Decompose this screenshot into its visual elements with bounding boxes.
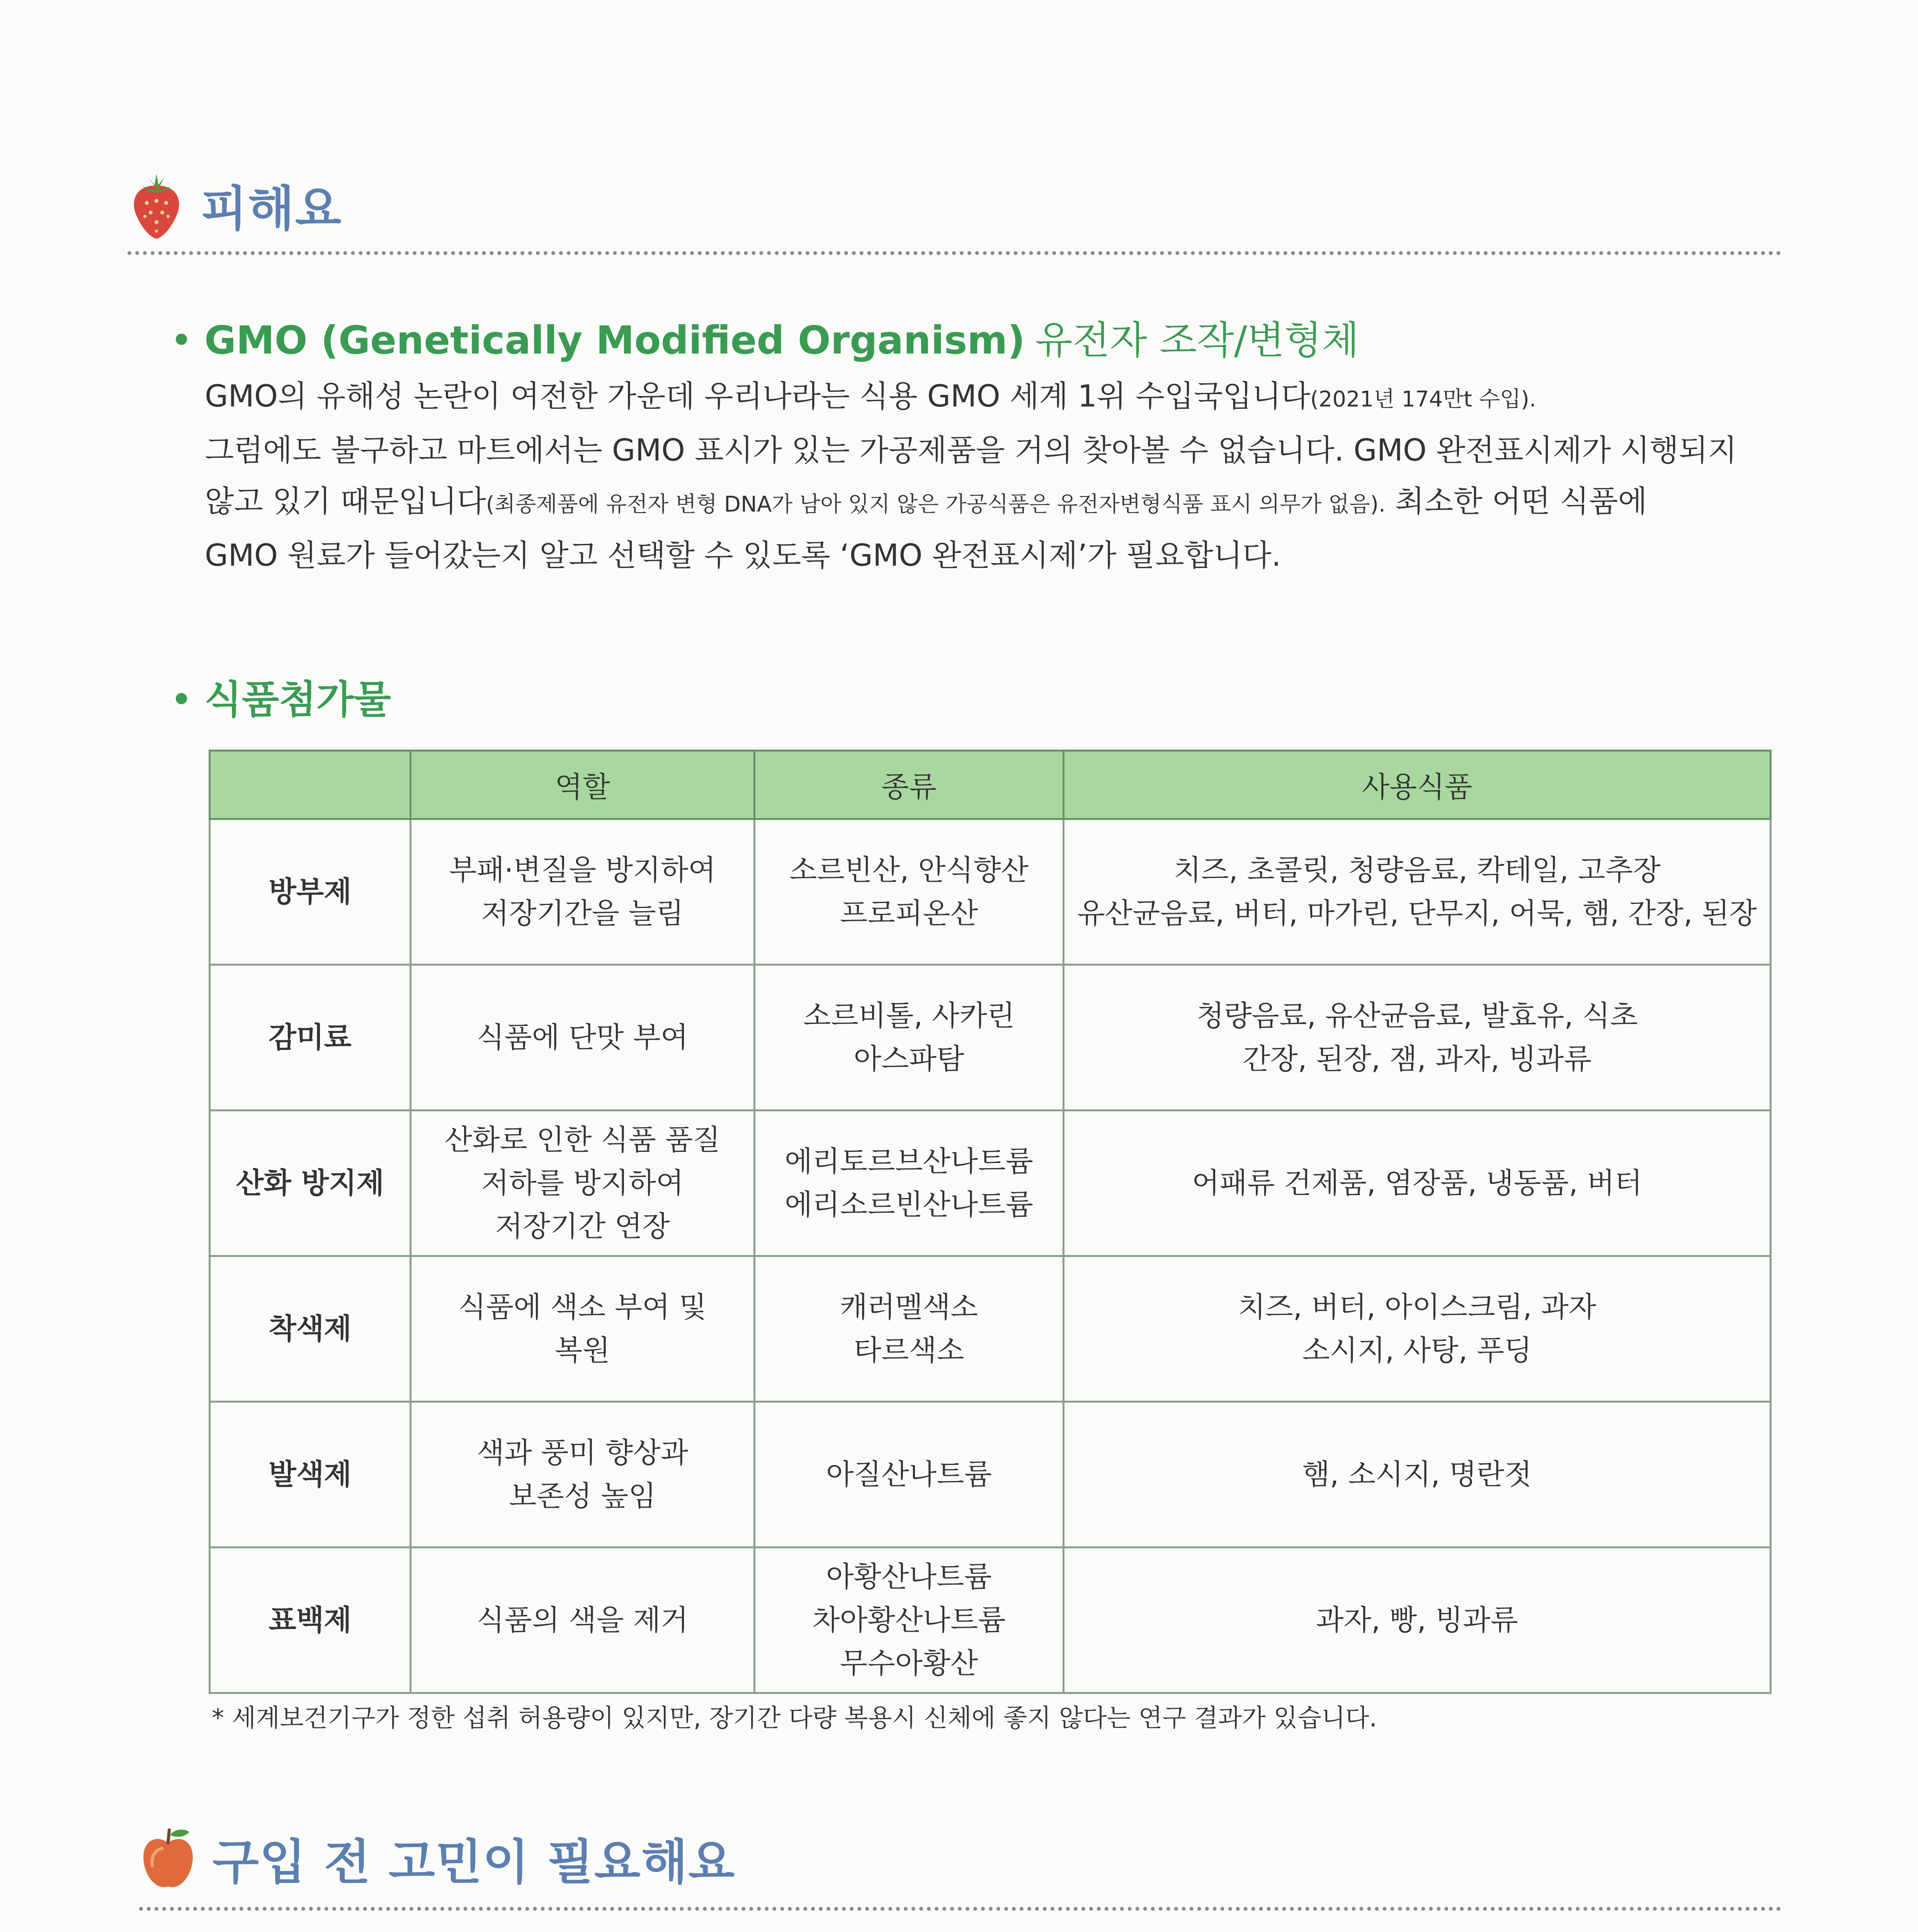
cell-line: 캐러멜색소 — [840, 1291, 978, 1324]
section-title-purchase: 구입 전 고민이 필요해요 — [213, 1835, 736, 1890]
additive-kinds — [755, 819, 1064, 965]
cell-line: 아질산나트륨 — [826, 1458, 992, 1491]
additive-name — [210, 1256, 411, 1402]
cell-line: 식품에 색소 부여 및 — [458, 1291, 707, 1324]
additive-foods — [1064, 1256, 1771, 1402]
additive-foods — [1064, 1402, 1771, 1548]
text: GMO의 유해성 논란이 여전한 가운데 우리나라는 식용 GMO 세계 1위 수입국입니다 — [205, 379, 1310, 414]
gmo-line-3 — [205, 476, 1789, 530]
gmo-heading — [170, 309, 1359, 365]
cell-line: 소르비톨, 사카린 — [803, 999, 1015, 1032]
bullet-dot: • — [170, 318, 193, 363]
gmo-line-4: GMO 원료가 들어갔는지 알고 선택할 수 있도록 ‘GMO 완전표시제’가 필요합니다. — [205, 538, 1281, 573]
header-foods: 사용식품 — [1064, 751, 1771, 819]
cell-line: 소시지, 사탕, 푸딩 — [1302, 1334, 1532, 1367]
cell-line: 착색제 — [269, 1312, 352, 1345]
additives-heading — [170, 668, 391, 724]
divider — [139, 1907, 1781, 1911]
cell-line: 청량음료, 유산균음료, 발효유, 식초 — [1196, 999, 1638, 1032]
table-row — [210, 1548, 1771, 1693]
additive-foods — [1064, 965, 1771, 1111]
additive-role — [411, 819, 755, 965]
additive-foods — [1064, 819, 1771, 965]
cell-line: 차아황산나트륨 — [812, 1604, 1006, 1637]
table-row — [210, 965, 1771, 1111]
cell-line: 치즈, 버터, 아이스크림, 과자 — [1238, 1291, 1597, 1324]
gmo-subtitle: 유전자 조작/변형체 — [1035, 318, 1359, 363]
cell-line: 표백제 — [269, 1604, 352, 1637]
cell-line: 치즈, 초콜릿, 청량음료, 칵테일, 고추장 — [1173, 854, 1661, 887]
additive-role — [411, 1256, 755, 1402]
additive-name — [210, 1111, 411, 1256]
cell-line: 소르빈산, 안식향산 — [789, 854, 1029, 887]
header-role: 역할 — [411, 751, 755, 819]
cell-line: 저장기간을 늘림 — [481, 897, 684, 930]
cell-line: 부패·변질을 방지하여 — [449, 854, 716, 887]
table-row — [210, 819, 1771, 965]
cell-line: 유산균음료, 버터, 마가린, 단무지, 어묵, 햄, 간장, 된장 — [1077, 897, 1757, 930]
cell-line: 식품에 단맛 부여 — [476, 1021, 689, 1054]
additive-kinds — [755, 1111, 1064, 1256]
footnote: (최종제품에 유전자 변형 DNA가 남아 있지 않은 가공식품은 유전자변형식품 표시 의무가 없음). — [486, 492, 1386, 517]
additive-kinds — [755, 965, 1064, 1111]
cell-line: 저하를 방지하여 — [481, 1167, 684, 1200]
cell-line: 감미료 — [269, 1021, 352, 1054]
cell-line: 저장기간 연장 — [495, 1210, 670, 1243]
additive-name — [210, 1548, 411, 1693]
cell-line: 복원 — [555, 1334, 610, 1367]
apple-icon — [139, 1825, 197, 1891]
additive-role — [411, 1111, 755, 1256]
cell-line: 어패류 건제품, 염장품, 냉동품, 버터 — [1192, 1167, 1643, 1200]
additive-foods — [1064, 1111, 1771, 1256]
additive-name — [210, 965, 411, 1111]
cell-line: 방부제 — [269, 875, 352, 908]
additive-role — [411, 965, 755, 1111]
gmo-line-2: 그럼에도 불구하고 마트에서는 GMO 표시가 있는 가공제품을 거의 찾아볼 수 없습니다. GMO 완전표시제가 시행되지 — [205, 433, 1737, 468]
cell-line: 발색제 — [269, 1458, 352, 1491]
cell-line: 과자, 빵, 빙과류 — [1316, 1604, 1518, 1637]
cell-line: 산화 방지제 — [236, 1167, 384, 1200]
header-empty — [210, 751, 411, 819]
table-row — [210, 1402, 1771, 1548]
cell-line: 산화로 인한 식품 품질 — [444, 1123, 721, 1156]
table-row — [210, 1111, 1771, 1256]
additive-foods — [1064, 1548, 1771, 1693]
footnote: (2021년 174만t 수입). — [1310, 387, 1536, 412]
text: 최소한 어떤 식품에 — [1385, 484, 1647, 519]
additive-name — [210, 1402, 411, 1548]
additive-role — [411, 1548, 755, 1693]
section-heading-damage — [128, 170, 342, 240]
header-kinds: 종류 — [755, 751, 1064, 819]
additives-table — [209, 750, 1772, 1694]
additives-title: 식품첨가물 — [204, 677, 391, 722]
additive-role — [411, 1402, 755, 1548]
bullet-dot: • — [170, 677, 193, 722]
section-heading-purchase — [139, 1824, 735, 1893]
gmo-paragraph — [205, 371, 1789, 581]
additive-kinds — [755, 1548, 1064, 1693]
strawberry-icon — [128, 170, 185, 240]
cell-line: 식품의 색을 제거 — [476, 1604, 689, 1637]
cell-line: 에리소르빈산나트륨 — [784, 1188, 1034, 1221]
cell-line: 간장, 된장, 잼, 과자, 빙과류 — [1242, 1043, 1592, 1076]
additive-kinds — [755, 1256, 1064, 1402]
section-title-damage: 피해요 — [201, 181, 342, 237]
table-note: * 세계보건기구가 정한 섭취 허용량이 있지만, 장기간 다량 복용시 신체에 좋지 않다는 연구 결과가 있습니다. — [212, 1704, 1377, 1733]
divider — [128, 251, 1781, 255]
cell-line: 아스파탐 — [854, 1043, 964, 1076]
additive-name — [210, 819, 411, 965]
additive-kinds — [755, 1402, 1064, 1548]
cell-line: 햄, 소시지, 명란젓 — [1302, 1458, 1532, 1491]
table-row — [210, 1256, 1771, 1402]
cell-line: 에리토르브산나트륨 — [784, 1145, 1034, 1178]
gmo-line-1 — [205, 371, 1789, 425]
gmo-title: GMO (Genetically Modified Organism) — [204, 318, 1025, 363]
table-header-row — [210, 751, 1771, 819]
text: 않고 있기 때문입니다 — [205, 484, 486, 519]
cell-line: 프로피온산 — [840, 897, 978, 930]
cell-line: 보존성 높임 — [509, 1480, 656, 1513]
cell-line: 아황산나트륨 — [826, 1560, 992, 1594]
cell-line: 타르색소 — [854, 1334, 964, 1367]
cell-line: 무수아황산 — [840, 1647, 978, 1680]
cell-line: 색과 풍미 향상과 — [476, 1436, 689, 1469]
